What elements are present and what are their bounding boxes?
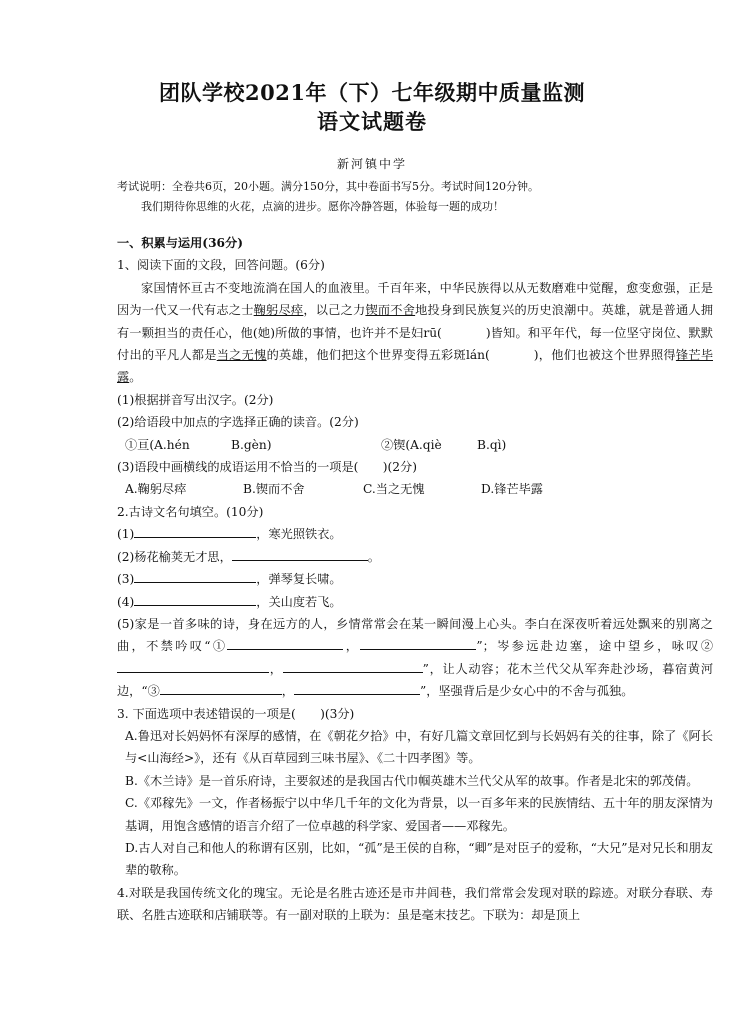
poem-text: (2)杨花榆荚无才思， — [117, 549, 232, 564]
answer-blank[interactable] — [134, 591, 256, 606]
answer-blank[interactable] — [227, 635, 343, 650]
option[interactable]: A.鞠躬尽瘁 — [125, 482, 187, 497]
option[interactable]: B.qì) — [477, 437, 507, 452]
question-1-passage — [117, 277, 713, 389]
poem-line-2 — [117, 546, 713, 568]
exam-content — [117, 232, 713, 927]
line-number: (4) — [117, 594, 135, 609]
idiom-underlined: 鞠躬尽瘁 — [253, 303, 304, 318]
poem-text: ， — [343, 639, 361, 654]
passage-text: 地投身到民族复兴的历史浪潮中。英雄，就是普通人拥有一颗担当的责任心，他(她)所做的事情，也许并不是妇rū( — [117, 303, 713, 340]
school-name: 新河镇中学 — [336, 157, 407, 171]
poem-line-4 — [117, 591, 713, 613]
passage-text: )，他们也被这个世界照得 — [533, 348, 676, 363]
question-3-option-b[interactable]: B.《木兰诗》是一首乐府诗，主要叙述的是我国古代巾帼英雄木兰代父从军的故事。作者是北宋的郭茂倩。 — [125, 773, 699, 788]
passage-text: 。 — [129, 370, 142, 385]
poem-text: ，关山度若飞。 — [256, 594, 342, 609]
option[interactable]: D.锋芒毕露 — [481, 482, 543, 497]
option[interactable]: B.gèn) — [231, 437, 272, 452]
exam-title: 团队学校2021年（下）七年级期中质量监测 — [159, 80, 585, 105]
option[interactable]: ②锲(A.qiè — [381, 437, 442, 452]
question-3-option-d[interactable]: D.古人对自己和他人的称谓有区别，比如，“孤”是王侯的自称，“卿”是对臣子的爱称，“大兄”是对兄长和朋友辈的敬称。 — [125, 840, 713, 878]
answer-blank[interactable] — [360, 635, 476, 650]
question-1-sub3-options — [117, 478, 713, 500]
passage-text: 的英雄，他们把这个世界变得五彩斑lán( — [266, 348, 490, 363]
poem-line-3 — [117, 568, 713, 590]
exam-subtitle: 语文试题卷 — [317, 109, 427, 134]
passage-text: 家国情怀亘古不变地流淌在国人的血液里。千百年来，中华民族得以从无数磨难中觉醒，愈变愈强，正是因为一代又一代有志之士 — [117, 280, 713, 318]
poem-text: ”，让人动容；花木兰代父从军奔赴沙场，暮宿黄河边，“③ — [117, 661, 713, 699]
answer-blank[interactable] — [294, 680, 420, 695]
question-1-sub1: (1)根据拼音写出汉字。(2分) — [117, 392, 274, 407]
option[interactable]: ①亘(A.hén — [125, 437, 190, 452]
idiom-underlined: 当之无愧 — [216, 348, 267, 363]
answer-blank[interactable] — [134, 568, 256, 583]
question-1-sub2-options — [117, 434, 713, 456]
passage-text: )皆知。和平年代，每一位坚守岗位、默默付出的平凡人都是 — [117, 325, 713, 363]
question-1-sub3: (3)语段中画横线的成语运用不恰当的一项是( )(2分) — [117, 460, 417, 475]
answer-blank[interactable] — [283, 658, 423, 673]
poem-text: ， — [281, 684, 294, 699]
passage-text: ，以己之力 — [303, 303, 366, 318]
poem-text: 。 — [367, 549, 380, 564]
option[interactable]: B.锲而不舍 — [243, 482, 305, 497]
option[interactable]: C.当之无愧 — [363, 482, 425, 497]
exam-instructions: 考试说明：全卷共6页，20小题。满分150分，其中卷面书写5分。考试时间120分钟。 — [117, 180, 539, 193]
question-1-stem: 1、阅读下面的文段，回答问题。(6分) — [117, 258, 325, 273]
poem-text: ， — [269, 661, 283, 676]
question-3-option-a[interactable]: A.鲁迅对长妈妈怀有深厚的感情，在《朝花夕拾》中，有好几篇文章回忆到与长妈妈有关的往事，除了《阿长与<山海经>》，还有《从百草园到三味书屋》、《二十四孝图》等。 — [125, 728, 713, 766]
question-3-stem: 3. 下面选项中表述错误的一项是( )(3分) — [117, 706, 355, 721]
poem-text: ，弹琴复长啸。 — [256, 572, 342, 587]
poem-text: ，寒光照铁衣。 — [256, 527, 342, 542]
answer-blank[interactable] — [160, 680, 282, 695]
poem-text: (5)家是一首多味的诗，身在远方的人，乡情常常会在某一瞬间漫上心头。李白在深夜听着远处飘来的别离之曲，不禁吟叹“① — [117, 616, 713, 654]
line-number: (3) — [117, 572, 135, 587]
idiom-underlined: 锋芒毕露 — [117, 348, 713, 385]
encouragement-text: 我们期待你思维的火花，点滴的进步。愿你冷静答题，体验每一题的成功！ — [141, 200, 504, 213]
line-number: (1) — [117, 527, 135, 542]
idiom-underlined: 锲而不舍 — [365, 303, 416, 318]
poem-text: ”；岑参远赴边塞，途中望乡，咏叹② — [476, 639, 713, 654]
question-4-text: 4.对联是我国传统文化的瑰宝。无论是名胜古迹还是市井闾巷，我们常常会发现对联的踪迹。对联分春联、寿联、名胜古迹联和店铺联等。有一副对联的上联为：虽是毫末技艺。下联为：却是顶上 — [117, 885, 713, 923]
question-3-option-c[interactable]: C.《邓稼先》一文，作者杨振宁以中华几千年的文化为背景，以一百多年来的民族情结、五十年的朋友深情为基调，用饱含感情的语言介绍了一位卓越的科学家、爱国者——邓稼先。 — [125, 796, 713, 833]
answer-blank[interactable] — [134, 523, 256, 538]
section-heading: 一、积累与运用(36分) — [117, 236, 243, 250]
question-2-stem: 2.古诗文名句填空。(10分) — [117, 504, 264, 519]
poem-line-1 — [117, 523, 713, 545]
answer-blank[interactable] — [232, 546, 368, 561]
question-1-sub2: (2)给语段中加点的字选择正确的读音。(2分) — [117, 415, 359, 430]
poem-text: ”，坚强背后是少女心中的不舍与孤独。 — [419, 684, 634, 699]
answer-blank[interactable] — [117, 658, 269, 673]
poem-line-5 — [117, 613, 713, 703]
